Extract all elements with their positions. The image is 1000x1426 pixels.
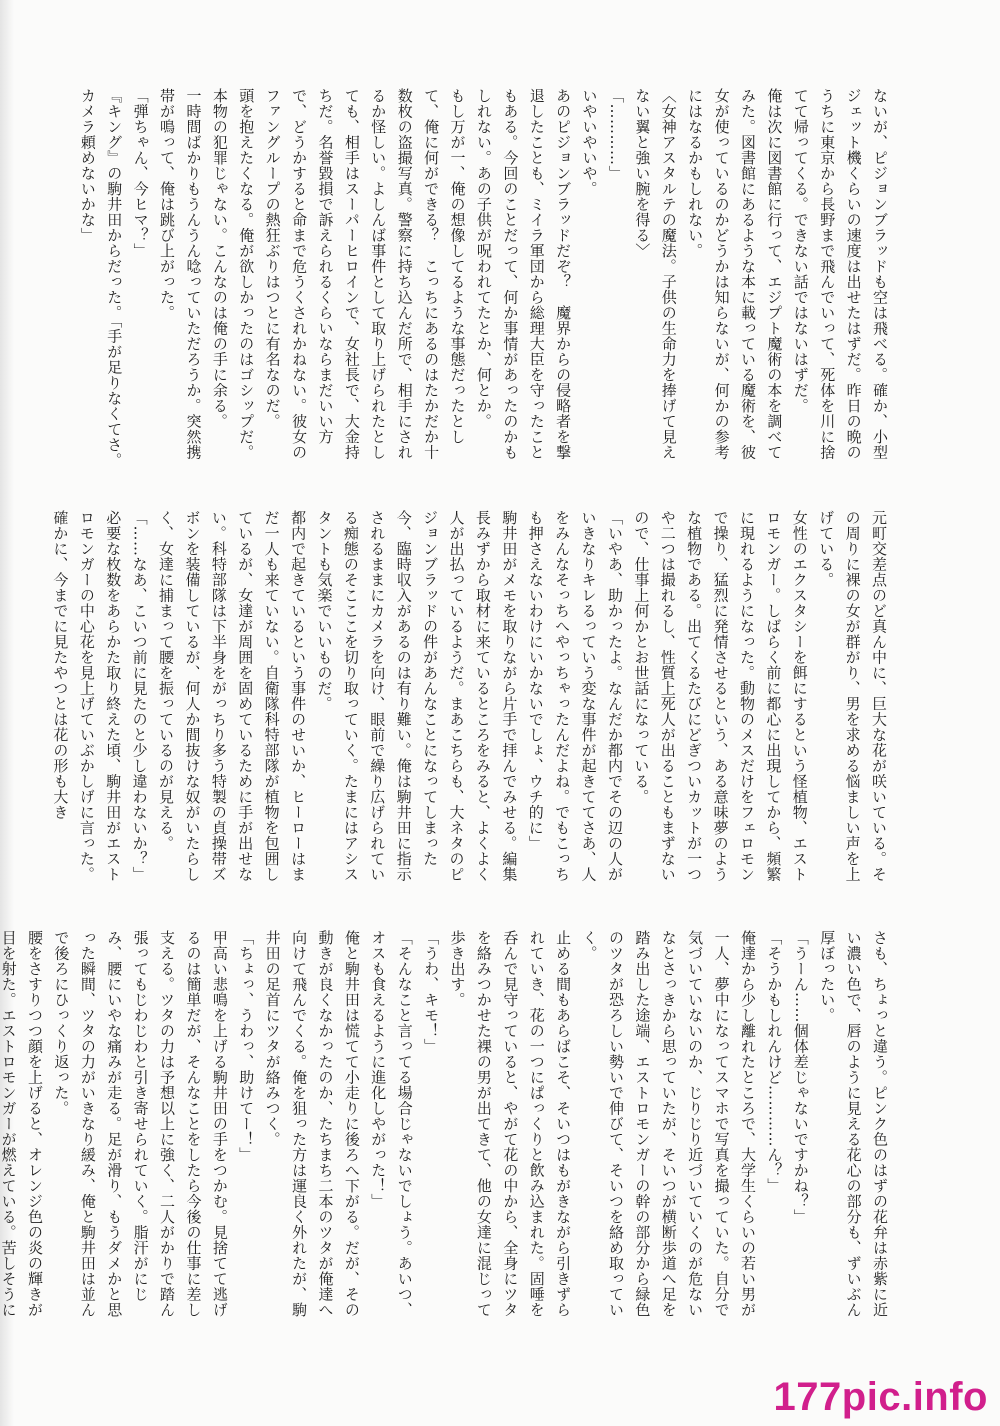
paragraph: いやいやいや。 xyxy=(580,88,599,197)
paragraph: さも、ちょっと違う。ピンク色のはずの花弁は赤紫に近い濃い色で、唇のように見える花心の部分も、ずいぶん厚ぼったい。 xyxy=(818,930,889,1318)
paragraph: 止める間もあらばこそ、そいつはもがきながら引きずられていき、花の一つにぱっくりと飲み込まれた。固唾を呑んで見守っていると、やがて花の中から、全身にツタを絡みつかせた裸の男が出てきて、他の女達に混じって歩き出す。 xyxy=(448,930,573,1318)
paragraph: 「うーん……個体差じゃないですかね？」 xyxy=(791,930,810,1225)
paragraph: あのピジョンブラッドだぞ？ 魔界からの侵略者を撃退したことも、ミイラ軍団から総理大臣を守ったこともある。今回のことだって、何か事情があったのかもしれない。あの子供が呪われてたとか、何とか。 xyxy=(474,88,573,460)
paragraph: 都内で起きているという事件のせいか、ヒーローはまだ一人も来ていない。自衛隊科特部隊が植物を包囲しているが、女達が周囲を固めているために手が出せない。科特部隊は下半身をがっちり多う特製の貞操帯ズボンを装備しているが、何人か間抜けな奴がいたらしく、女達に捕まって腰を振っているのが見える。 xyxy=(157,510,308,882)
paragraph: 「いやあ、助かったよ。なんだか都内でその辺の人がいきなりキレるっていう変な事件が起きててさあ、人をみんなそっちへやっちゃったんだよね。でもこっちも押さえないわけにいかないでしょ、ウチ的に」 xyxy=(526,510,624,882)
paragraph: 「そうかもしれんけど…………ん？」 xyxy=(765,930,784,1194)
text-tier-top xyxy=(78,88,893,468)
paragraph: 『キング』の駒井田からだった。「手が足りなくてさ。カメラ頼めないかな」 xyxy=(78,88,124,468)
watermark: 177pic.info xyxy=(773,1375,988,1419)
paragraph: 一時間ばかりもうんうん唸っていただろうか。突然携帯が鳴って、俺は跳び上がった。 xyxy=(158,88,203,460)
paragraph: 「ちょっ、うわっ、助けてー！」 xyxy=(237,930,256,1163)
paragraph: 頭を抱えたくなる。俺が欲しかったのはゴシップだ。本物の犯罪じゃない。こんなのは俺の手に余る。 xyxy=(210,88,256,460)
paragraph: 女性のエクスタシーを餌にするという怪植物、エストロモンガー。しばらく前に都心に出現してから、頻繁に現れるようになった。動物のメスだけをフェロモンで操り、猛烈に発情させるという、ある意味夢のような植物である。出てくるたびにどぎついカットが一つや二つは撮れるし、性質上死人が出ることもまずないので、仕事上何かとお世話になっている。 xyxy=(632,510,809,882)
paragraph: 〈女神アスタルテの魔法。子供の生命力を捧げて見えない翼と強い腕を得る〉 xyxy=(633,88,678,460)
paragraph: 「……なあ、こいつ前に見たのと少し違わないか？」 xyxy=(130,510,149,882)
paragraph: 俺は次に図書館に行って、エジプト魔術の本を調べてみた。図書館にあるような本に載っている魔術を、彼女が使っているのかどうかは知らないが、何かの参考にはなるかもしれない。 xyxy=(686,88,784,460)
paragraph: 元町交差点のど真ん中に、巨大な花が咲いている。その周りに裸の女が群がり、男を求める悩ましい声を上げている。 xyxy=(817,510,888,882)
paragraph: 俺と駒井田は慌てて小走りに後ろへ下がる。だが、その動きが良くなかったのか、たちまち二本のツタが俺達へ向けて飛んでくる。俺を狙った方は運良く外れたが、駒井田の足首にツタが絡みつく。 xyxy=(263,930,361,1318)
paragraph: 俺達から少し離れたところで、大学生くらいの若い男が一人、夢中になってスマホで写真を撮っていた。自分で気づいていないのか、じりじり近づいていくのが危ないなとさっきから思っていたが、そいつが横断歩道へ足を踏み出した途端、エストロモンガーの幹の部分から緑色のツタが恐ろしい勢いで伸びて、そいつを絡め取っていく。 xyxy=(580,930,757,1318)
paragraph: 必要な枚数をあらかた取り終えた頃、駒井田がエストロモンガーの中心花を見上げていぶかしげに言った。確かに、今までに見たやつとは花の形も大き xyxy=(51,510,123,882)
paragraph: 「…………」 xyxy=(606,88,625,181)
paragraph: 甲高い悲鳴を上げる駒井田の手をつかむ。見捨てて逃げるのは簡単だが、そんなことをしたら今後の仕事に差し支える。ツタの力は予想以上に強く、二人がかりで踏ん張ってもじわじわと引き寄せられていく。脂汗がにじみ、腰にいやな痛みが走る。足が滑り、もうダメかと思った瞬間、ツタの力がいきなり緩み、俺と駒井田は並んで後ろにひっくり返った。 xyxy=(52,930,229,1318)
text-tier-middle xyxy=(51,510,892,890)
paragraph: 「弾ちゃん、今ヒマ？」 xyxy=(131,88,150,259)
paragraph: ないが、ピジョンブラッドも空は飛べる。確か、小型ジェット機くらいの速度は出せたはずだ。昨日の晩のうちに東京から長野まで飛んでいって、死体を川に捨てて帰ってくる。できない話ではないはずだ。 xyxy=(791,88,889,460)
paragraph: 「そんなこと言ってる場合じゃないでしょう。あいつ、オスも食えるように進化しやがった！」 xyxy=(369,930,414,1318)
paragraph: 「うわ、キモ！」 xyxy=(422,930,441,1054)
text-tier-bottom xyxy=(0,930,893,1325)
paragraph: もし万が一、俺の想像してるような事態だったとして、俺に何ができる？ こっちにあるのはたかだか十数枚の盗撮写真。警察に持ち込んだ所で、相手にされるか怪しい。よしんば事件として取り上げられたとしても、相手はスーパーヒロインで、女社長で、大金持ちだ。名誉毀損で訴えられるくらいならまだいい方で、どうかすると命まで危うくされかねない。彼女のファングループの熱狂ぶりはつとに有名なのだ。 xyxy=(263,88,467,460)
paragraph: 駒井田がメモを取りながら片手で拝んでみせる。編集長みずから取材に来ているところをみると、よくよく人が出払っているようだ。まあこちらも、大ネタのピジョンブラッドの件があんなことになってしまった今、臨時収入があるのは有り難い。俺は駒井田に指示されるままにカメラを向け、眼前で繰り広げられている痴態のそこここを切り取っていく。たまにはアシスタントも気楽でいいものだ。 xyxy=(315,510,519,882)
paragraph: 腰をさすりつつ顔を上げると、オレンジ色の炎の輝きが目を射た。エストロモンガーが燃えている。苦しそうに xyxy=(0,930,44,1318)
